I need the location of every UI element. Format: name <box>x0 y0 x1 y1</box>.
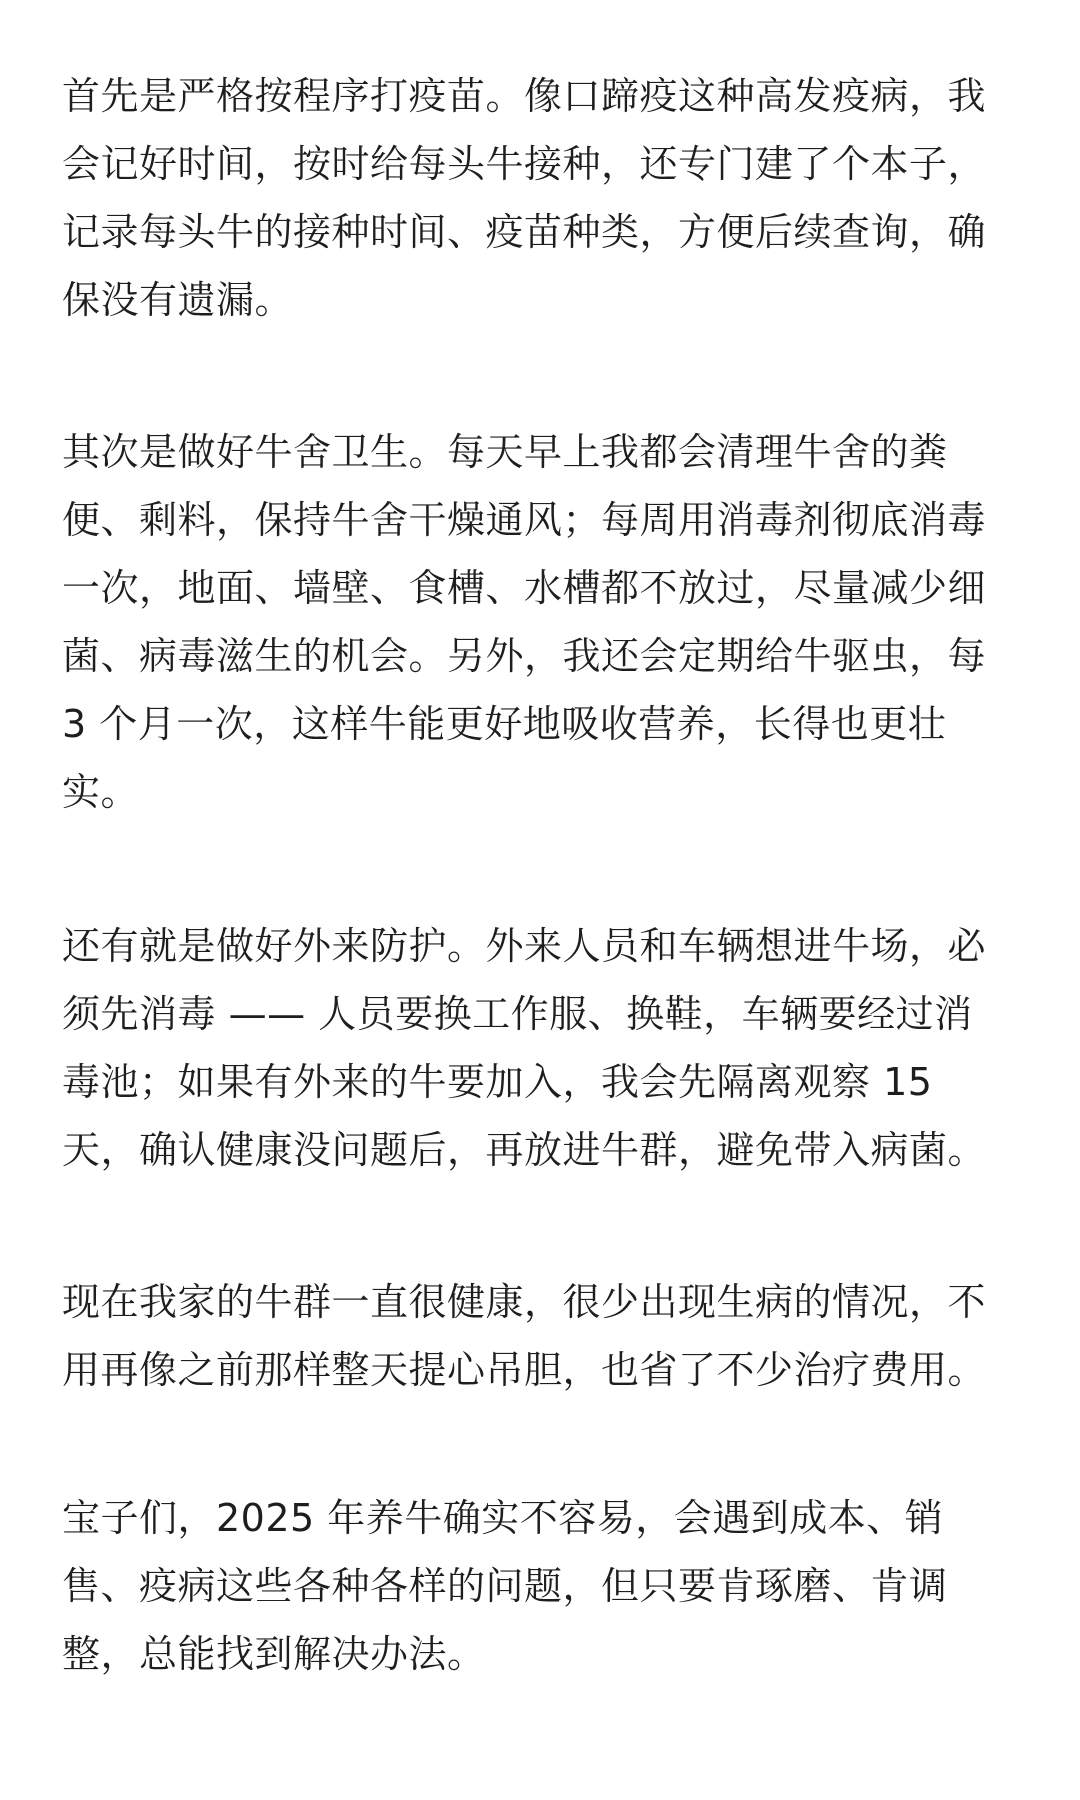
text-line: 宝子们，2025 年养牛确实不容易，会遇到成本、销 <box>62 1496 944 1540</box>
text-line: 记录每头牛的接种时间、疫苗种类，方便后续查询，确 <box>62 210 987 254</box>
paragraph-hygiene <box>62 418 1022 826</box>
paragraph-herd-health <box>62 1268 1022 1404</box>
text-line: 整，总能找到解决办法。 <box>62 1632 486 1676</box>
text-line: 菌、病毒滋生的机会。另外，我还会定期给牛驱虫，每 <box>62 634 987 678</box>
text-line: 还有就是做好外来防护。外来人员和车辆想进牛场，必 <box>62 924 987 968</box>
text-line: 实。 <box>62 770 140 814</box>
text-line: 会记好时间，按时给每头牛接种，还专门建了个本子， <box>62 142 987 186</box>
text-line: 用再像之前那样整天提心吊胆，也省了不少治疗费用。 <box>62 1348 987 1392</box>
text-line: 便、剩料，保持牛舍干燥通风；每周用消毒剂彻底消毒 <box>62 498 987 542</box>
text-line: 3 个月一次，这样牛能更好地吸收营养，长得也更壮 <box>62 702 947 746</box>
paragraph-vaccination <box>62 62 1022 334</box>
text-line: 现在我家的牛群一直很健康，很少出现生病的情况，不 <box>62 1280 987 1324</box>
text-line: 保没有遗漏。 <box>62 278 294 322</box>
text-line: 须先消毒 —— 人员要换工作服、换鞋，车辆要经过消 <box>62 992 973 1036</box>
paragraph-external-protection <box>62 912 1022 1184</box>
text-line: 天，确认健康没问题后，再放进牛群，避免带入病菌。 <box>62 1128 987 1172</box>
text-line: 首先是严格按程序打疫苗。像口蹄疫这种高发疫病，我 <box>62 74 987 118</box>
text-line: 其次是做好牛舍卫生。每天早上我都会清理牛舍的粪 <box>62 430 948 474</box>
text-line: 毒池；如果有外来的牛要加入，我会先隔离观察 15 <box>62 1060 933 1104</box>
text-line: 售、疫病这些各种各样的问题，但只要肯琢磨、肯调 <box>62 1564 948 1608</box>
paragraph-conclusion <box>62 1484 1022 1688</box>
text-line: 一次，地面、墙壁、食槽、水槽都不放过，尽量减少细 <box>62 566 987 610</box>
